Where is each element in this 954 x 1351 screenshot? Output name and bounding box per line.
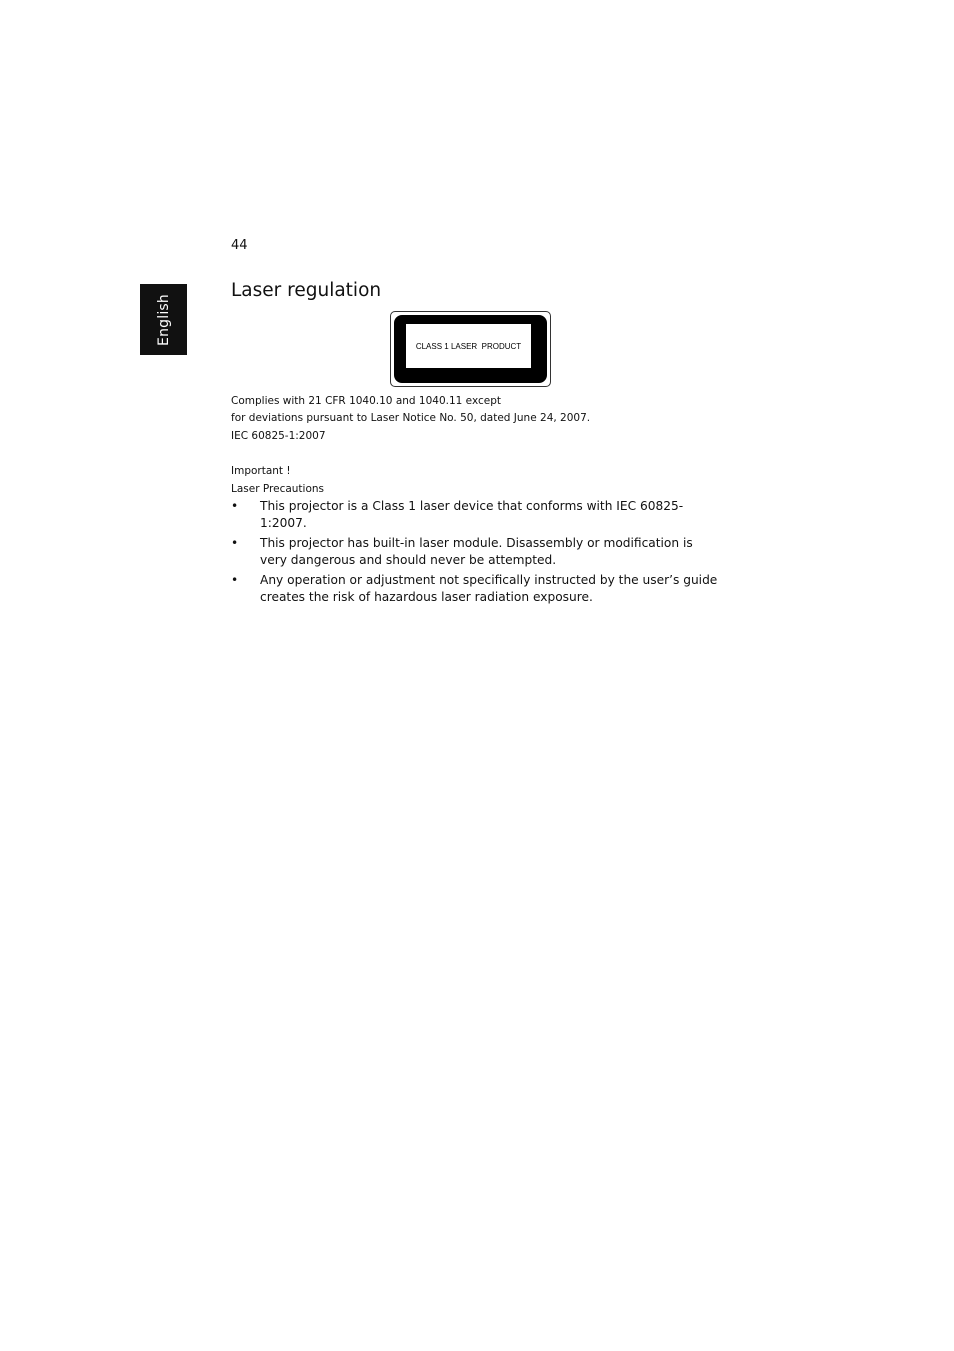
section-title: Laser regulation: [231, 280, 382, 301]
list-item: [231, 572, 721, 605]
language-side-tab: [140, 284, 187, 355]
laser-label-text: CLASS 1 LASER PRODUCT: [415, 341, 522, 351]
compliance-line-1: Complies with 21 CFR 1040.10 and 1040.11 except: [231, 395, 501, 407]
precautions-subheading: Laser Precautions: [231, 483, 325, 495]
bullet-icon: •: [231, 536, 239, 550]
bullet-icon: •: [231, 499, 239, 513]
laser-product-label: [390, 311, 551, 387]
list-item-text: Any operation or adjustment not specifically instructed by the user’s guide creates the risk of hazardous laser radiation exposure.: [260, 573, 718, 604]
important-heading: Important !: [231, 465, 291, 477]
list-item: [231, 535, 721, 568]
precautions-list: [231, 498, 721, 605]
list-item-text: This projector has built-in laser module. Disassembly or modification is very dangerous and should never be attempted.: [260, 536, 693, 567]
page-number: 44: [231, 238, 248, 253]
bullet-icon: •: [231, 573, 239, 587]
laser-label-panel: [406, 324, 531, 368]
language-side-tab-label: English: [155, 293, 172, 346]
compliance-line-3: IEC 60825-1:2007: [231, 430, 326, 442]
list-item-text: This projector is a Class 1 laser device that conforms with IEC 60825-1:2007.: [260, 499, 684, 530]
compliance-line-2: for deviations pursuant to Laser Notice No. 50, dated June 24, 2007.: [231, 412, 591, 424]
list-item: [231, 498, 721, 531]
